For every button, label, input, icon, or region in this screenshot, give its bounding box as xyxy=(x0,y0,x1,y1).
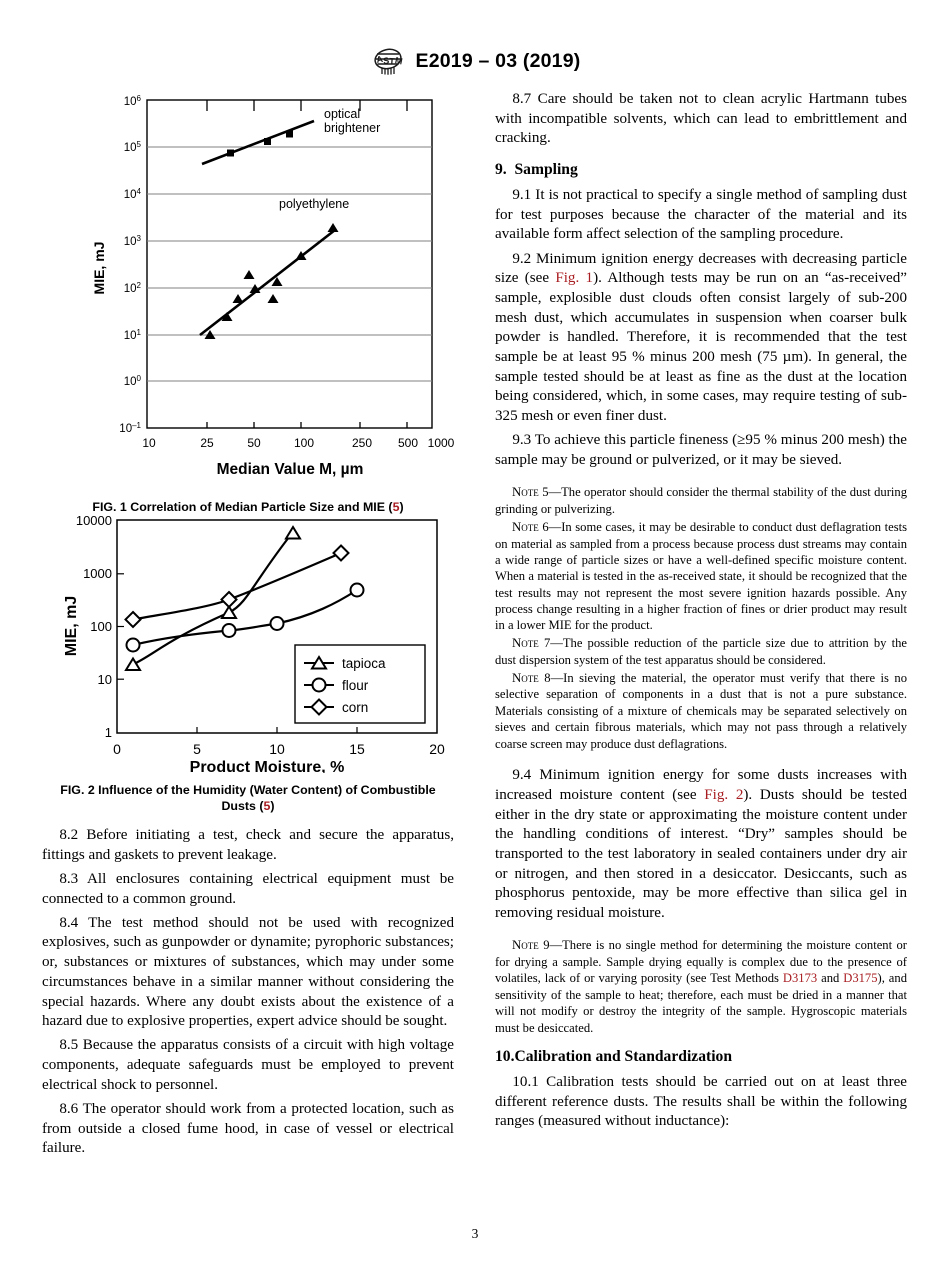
note-7-label: Note xyxy=(512,636,539,651)
astm-logo-icon xyxy=(370,46,406,76)
svg-text:106: $10^6$ xyxy=(123,94,141,108)
figure-2-caption-line1: FIG. 2 Influence of the Humidity (Water Content) of Combustible xyxy=(60,783,436,797)
figure-1-plot xyxy=(42,90,454,490)
figure-2-caption-line2: Dusts ( xyxy=(221,799,264,814)
paragraph-8-2: 8.2 Before initiating a test, check and secure the apparatus, fittings and gaskets to prevent leakage. xyxy=(42,827,454,863)
note-5 xyxy=(495,484,907,517)
svg-text:S: S xyxy=(382,55,390,66)
note-5-text: —The operator should consider the thermal stability of the dust during grinding or pulverizing. xyxy=(495,485,907,516)
svg-text:MIE, mJ: MIE, mJ xyxy=(63,595,80,657)
svg-text:0: 0 xyxy=(113,741,121,757)
note-7 xyxy=(495,635,907,668)
svg-text:100: 100 xyxy=(90,619,112,634)
paragraph-8-7: 8.7 Care should be taken not to clean acrylic Hartmann tubes with incompatible solvents, which can lead to embrittlement and cracking. xyxy=(495,91,907,147)
fig-2-link[interactable]: Fig. 2 xyxy=(704,787,744,804)
svg-text:101: $10^1$ xyxy=(123,328,141,342)
svg-text:tapioca: tapioca xyxy=(342,656,386,671)
svg-text:1000: 1000 xyxy=(83,566,112,581)
note-5-label: Note xyxy=(512,485,539,500)
left-column-text xyxy=(42,826,454,1164)
svg-text:100: $10^0$ xyxy=(123,374,141,388)
paragraph-9-1: 9.1 It is not practical to specify a single method of sampling dust for test purposes because the character of the material and its available form affect selection of the sampling procedure. xyxy=(495,187,907,243)
fig-1-link[interactable]: Fig. 1 xyxy=(555,270,594,287)
note-5-number: 5 xyxy=(542,485,549,500)
note-9-mid: and xyxy=(817,971,844,986)
svg-text:flour: flour xyxy=(342,678,369,693)
heading-10-title: Calibration and Standardization xyxy=(514,1047,732,1065)
note-6-label: Note xyxy=(512,519,539,534)
svg-text:10: 10 xyxy=(269,741,285,757)
svg-text:MIE, mJ: MIE, mJ xyxy=(91,241,107,295)
d3175-link[interactable]: D3175 xyxy=(843,971,878,986)
page-number: 3 xyxy=(471,1226,479,1241)
svg-text:250: 250 xyxy=(351,436,373,450)
svg-text:10000: 10000 xyxy=(75,513,112,528)
paragraph-9-2-part1: 9.2 Minimum ignition energy decreases with decreasing particle size (see xyxy=(495,250,907,287)
paragraph-10-1: 10.1 Calibration tests should be carried out on at least three different reference dusts. The results shall be within the following ranges (measured without inductance): xyxy=(495,1073,907,1130)
svg-text:M: M xyxy=(393,55,404,67)
paragraph-8-4: 8.4 The test method should not be used with recognized explosives, such as gunpowder or dynamite; pyrophoric substances; or, substances or mixtures of substances, which may under some circumstances behave in a similar manner without considering the special hazards. Where any doubt exists about the existence of a hazard due to explosive properties, expert advice should be sought. xyxy=(42,914,454,1030)
figure-1 xyxy=(42,90,454,515)
figure-2-caption-suffix: ) xyxy=(270,799,275,814)
heading-10-number: 10. xyxy=(495,1047,515,1065)
svg-text:50: 50 xyxy=(247,436,261,450)
svg-text:20: 20 xyxy=(429,741,445,757)
svg-text:10–1: $10^{-1}$ xyxy=(119,421,141,435)
note-6-text: —In some cases, it may be desirable to conduct dust deflagration tests on material as sampled from a process because process dust streams may contain a wide range of particle sizes or have a well-defined specific moisture content. When a material is tested in the as-received state, it should be recognized that the test results may not represent the most severe ignition hazards possible. Any process change resulting in a higher fraction of fines or drier product may result in a lower MIE for the product. xyxy=(495,519,907,633)
document-title: E2019 – 03 (2019) xyxy=(415,49,581,72)
svg-text:25: 25 xyxy=(200,436,214,450)
note-8-text: —In sieving the material, the operator must verify that there is no selective separation of components in a dust that is not a pure substance. Materials consisting of a mixture of chemicals may be separated selectively on sieves and certain fibrous materials, which may not pass through a relatively coarse screen may produce dust deflagrations. xyxy=(495,670,907,751)
svg-text:1000: 1000 xyxy=(427,436,454,450)
heading-9-title: Sampling xyxy=(514,161,578,179)
svg-text:5: 5 xyxy=(193,741,201,757)
d3173-link[interactable]: D3173 xyxy=(782,971,818,986)
heading-section-10 xyxy=(495,1048,907,1066)
paragraph-8-5: 8.5 Because the apparatus consists of a circuit with high voltage components, adequate safeguards must be employed to prevent electrical shock to personnel. xyxy=(42,1037,454,1093)
figure-2 xyxy=(42,508,454,814)
figure-2-legend xyxy=(295,645,425,723)
figure-1-caption-suffix: ) xyxy=(399,500,404,514)
svg-text:1: 1 xyxy=(104,725,112,740)
svg-text:15: 15 xyxy=(349,741,365,757)
heading-9-number: 9. xyxy=(495,161,507,179)
note-6-number: 6 xyxy=(542,519,549,534)
svg-text:103: $10^3$ xyxy=(123,234,141,248)
spacer xyxy=(495,475,907,484)
svg-text:102: $10^2$ xyxy=(123,281,141,295)
svg-text:10: 10 xyxy=(97,672,112,687)
paragraph-9-4 xyxy=(495,766,907,924)
svg-text:optical: optical xyxy=(324,107,361,121)
spacer xyxy=(495,753,907,766)
svg-text:10: 10 xyxy=(142,436,156,450)
note-8-number: 8 xyxy=(544,670,551,685)
right-column-text xyxy=(495,90,907,1136)
note-7-text: —The possible reduction of the particle size due to attrition by the dust dispersion system of the test apparatus should be considered. xyxy=(495,636,907,667)
figure-1-caption-ref[interactable]: 5 xyxy=(392,500,400,514)
paragraph-9-3: 9.3 To achieve this particle fineness (≥95 % minus 200 mesh) the sample may be ground or pulverized, or it may be sieved. xyxy=(495,432,907,469)
svg-text:brightener: brightener xyxy=(324,121,381,135)
paragraph-9-2 xyxy=(495,250,907,427)
paragraph-8-6: 8.6 The operator should work from a protected location, such as from outside a closed fume hood, in case of vessel or electrical failure. xyxy=(42,1101,454,1157)
svg-text:104: $10^4$ xyxy=(123,187,141,201)
note-9-label: Note xyxy=(512,938,539,953)
svg-text:Product Moisture, %: Product Moisture, % xyxy=(189,759,345,773)
paragraph-9-4-part2: ). Dusts should be tested either in the dry state or approximating the moisture content under the handling conditions of interest. “Dry” samples should be transported to the test laboratory in sealed containers under dry air or nitrogen, and then stored in a desiccator. Desiccants, such as phosphorus pentoxide, may be more effective than silica gel in removing residual moisture. xyxy=(495,787,907,922)
heading-section-9 xyxy=(495,161,907,179)
figure-1-caption-text: FIG. 1 Correlation of Median Particle Size and MIE ( xyxy=(92,500,393,514)
note-9-number: 9 xyxy=(543,938,550,953)
svg-text:500: 500 xyxy=(397,436,419,450)
paragraph-9-2-part2: ). Although tests may be run on an “as-received” sample, explosible dust clouds often consist largely of sub-200 mesh dust, which accumulates in suspension when coarser bulk powder is handled. Therefore, it is recommended that the test sample be at least 95 % minus 200 mesh (75 µm). In general, the sample tested should be at least as fine as the dust at the location being considered, which, in some cases, may require testing of sub-325 mesh or even finer dust. xyxy=(495,270,908,425)
svg-text:polyethylene: polyethylene xyxy=(279,197,350,211)
note-8 xyxy=(495,670,907,752)
svg-text:Median Value M, µm: Median Value M, µm xyxy=(216,461,364,478)
note-6 xyxy=(495,519,907,634)
svg-text:corn: corn xyxy=(342,700,369,715)
svg-text:A: A xyxy=(374,53,384,65)
paragraph-9-4-part1: 9.4 Minimum ignition energy for some dusts increases with increased moisture content (see xyxy=(495,767,907,804)
note-8-label: Note xyxy=(512,670,539,685)
svg-text:105: $10^5$ xyxy=(123,140,141,154)
svg-text:T: T xyxy=(388,56,395,67)
note-9-part2: ), and sensitivity of the sample to heat; therefore, each must be dried in a manner that will not modify or destroy the integrity of the sample. Hygroscopic materials must be desiccated. xyxy=(495,971,907,1035)
figure-2-caption-ref[interactable]: 5 xyxy=(263,799,271,814)
svg-text:100: 100 xyxy=(293,436,315,450)
note-7-number: 7 xyxy=(543,636,551,651)
page-header xyxy=(0,46,950,76)
spacer xyxy=(495,928,907,937)
paragraph-8-3: 8.3 All enclosures containing electrical equipment must be connected to a common ground. xyxy=(42,870,454,907)
figure-2-plot xyxy=(42,508,454,773)
note-9 xyxy=(495,937,907,1036)
note-9-part1: —There is no single method for determining the moisture content or for drying a sample. Sample drying equally is complex due to the presence of volatiles, lack of or varying porosity (see Test Methods xyxy=(495,938,907,986)
figure-2-caption xyxy=(42,782,454,814)
